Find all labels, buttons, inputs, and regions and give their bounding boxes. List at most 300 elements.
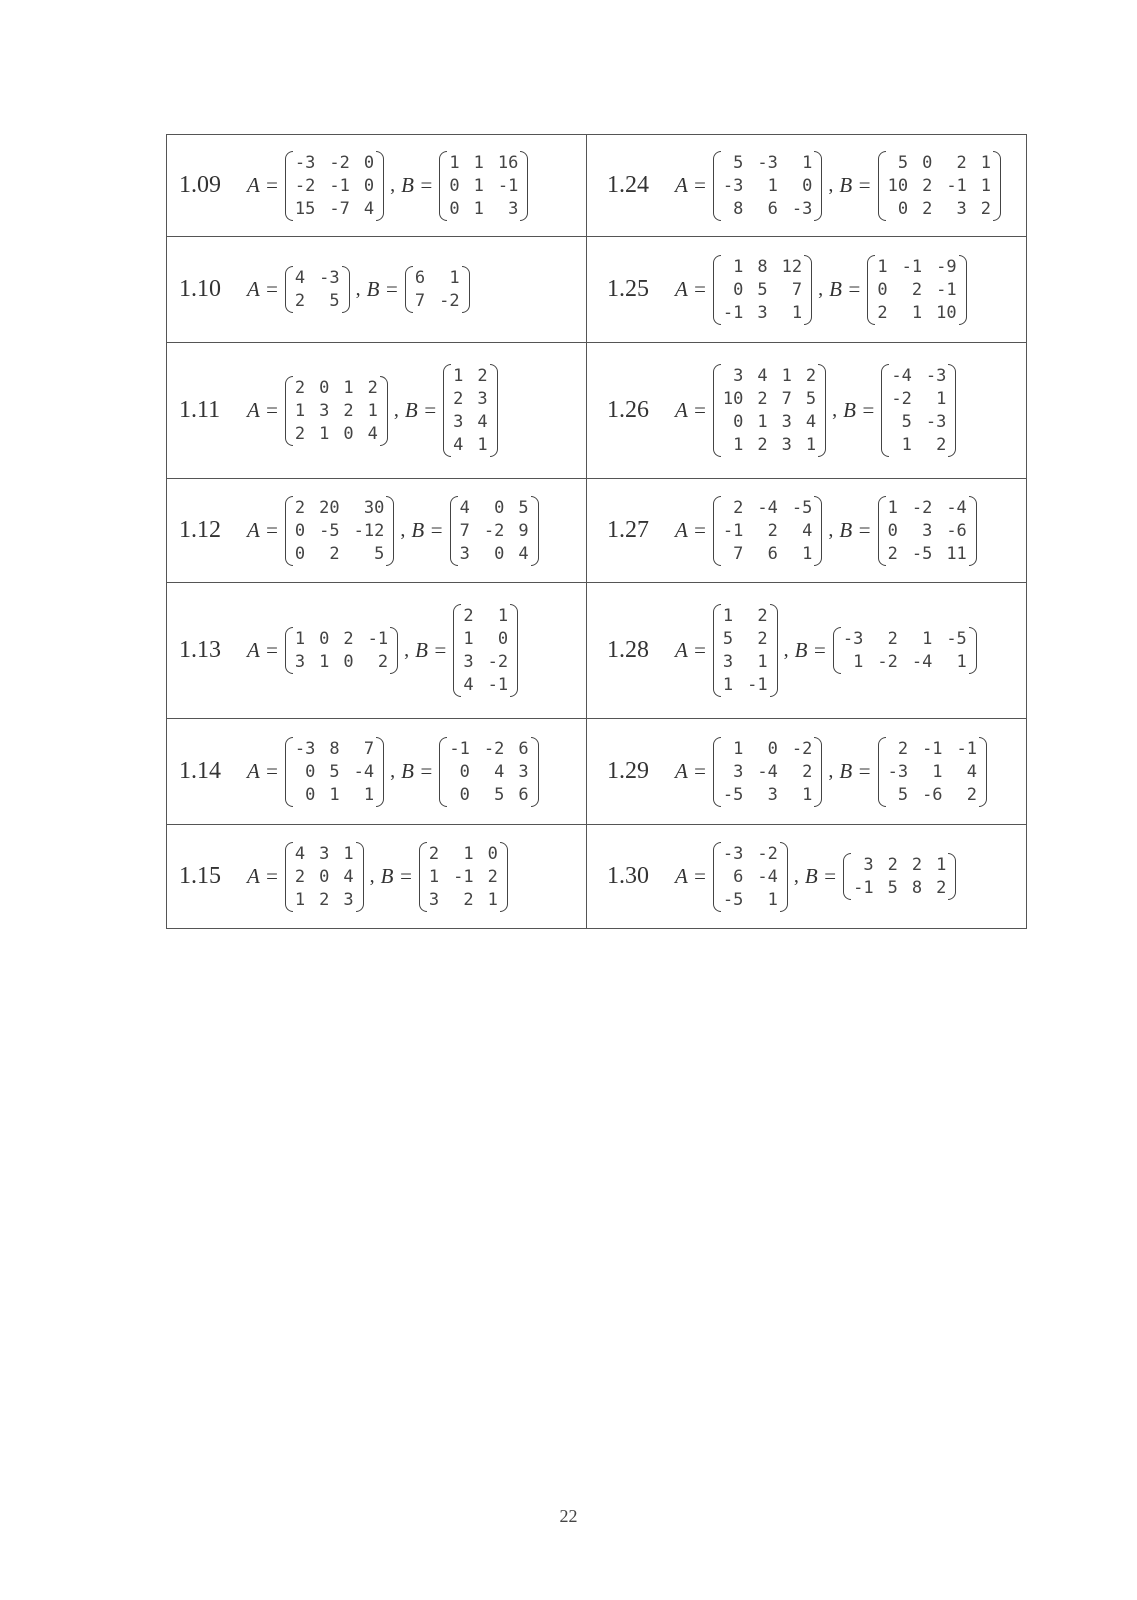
matrix-entry: -4	[757, 761, 778, 782]
problem-row	[167, 479, 1027, 583]
problem-cell	[167, 825, 587, 929]
matrix-entry: 2	[294, 291, 306, 311]
problem-content	[179, 496, 586, 566]
matrix-entry: 3	[757, 302, 768, 323]
problem-number: 1.12	[179, 517, 221, 543]
problem-cell	[167, 479, 587, 583]
matrix-entry: 1	[343, 377, 354, 398]
matrix-entry: 10	[887, 175, 909, 196]
matrix-a	[713, 496, 822, 566]
matrix-entry: 3	[733, 366, 744, 386]
matrix-entry: -1	[367, 629, 389, 649]
matrix-entry: 2	[922, 175, 933, 196]
problem-content	[607, 364, 1026, 457]
matrix-entry: -1	[453, 866, 474, 887]
matrix-entry: -4	[757, 497, 778, 518]
matrix-entry: 0	[305, 761, 316, 782]
matrix-entry: 1	[932, 761, 943, 782]
matrix-entry: 9	[518, 520, 529, 541]
matrix-entry: 1	[733, 738, 744, 759]
matrix-entry: -2	[911, 497, 933, 518]
matrix-entry: 2	[757, 629, 768, 649]
matrix-entry: -1	[329, 175, 350, 196]
problem-row	[167, 719, 1027, 825]
matrix-entry: 7	[414, 291, 426, 311]
separator: ,	[404, 639, 410, 661]
matrix-entry: 1	[922, 629, 933, 649]
matrix-entry: 2	[428, 843, 440, 864]
matrix-entry: -1	[853, 878, 874, 898]
matrix-entry: 1	[956, 652, 967, 672]
matrix-entry: 1	[463, 629, 474, 649]
matrix-entry: -4	[891, 366, 912, 386]
matrix-entry: -5	[911, 543, 933, 564]
matrix-entry: 10	[722, 389, 744, 409]
matrix-entry: 0	[494, 543, 505, 564]
problem-number: 1.25	[607, 276, 649, 302]
matrix-entry: 1	[294, 629, 306, 649]
matrix-entry: 2	[487, 866, 498, 887]
matrix-entry: -1	[946, 175, 967, 196]
matrix-entry: 2	[936, 435, 947, 455]
matrix-entry: 0	[449, 175, 460, 196]
matrix-entry: -6	[946, 520, 967, 541]
matrix-entry: 4	[757, 366, 768, 386]
matrix-b	[439, 151, 528, 221]
matrix-entry: -3	[887, 761, 909, 782]
matrix-entry: 3	[319, 843, 330, 864]
problem-row	[167, 237, 1027, 343]
matrix-entry: 2	[294, 866, 306, 887]
matrix-entry: 2	[922, 198, 933, 219]
problem-content	[607, 604, 1026, 697]
matrix-b	[878, 737, 987, 807]
matrix-entry: 3	[508, 198, 519, 219]
matrix-entry: -2	[294, 175, 316, 196]
matrix-entry: 2	[757, 435, 768, 455]
problem-content	[179, 842, 586, 912]
separator: ,	[832, 399, 838, 421]
matrix-a	[713, 364, 826, 457]
matrix-entry: 0	[363, 152, 375, 173]
matrix-entry: -3	[319, 268, 340, 288]
separator: ,	[393, 399, 399, 421]
matrix-entry: 0	[319, 629, 330, 649]
problem-row	[167, 583, 1027, 719]
separator: ,	[828, 760, 834, 782]
matrix-entry: 3	[956, 198, 967, 219]
separator: ,	[400, 519, 406, 541]
matrix-entry: 1	[733, 256, 744, 277]
problem-number: 1.29	[607, 758, 649, 784]
matrix-b	[843, 853, 956, 900]
matrix-entry: 2	[319, 889, 330, 910]
matrix-entry: -5	[722, 889, 744, 910]
problem-cell	[587, 135, 1027, 237]
matrix-entry: 3	[477, 389, 488, 409]
matrix-entry: 2	[966, 784, 978, 805]
matrix-b	[405, 266, 470, 313]
separator: ,	[390, 174, 396, 196]
matrix-b-label: B =	[411, 518, 444, 542]
problem-content	[607, 151, 1026, 221]
matrix-entry: 1	[428, 866, 440, 887]
matrix-a-label: A =	[247, 398, 279, 422]
matrix-entry: -1	[722, 520, 744, 541]
matrix-entry: -1	[936, 279, 957, 300]
problem-cell	[587, 719, 1027, 825]
matrix-entry: 0	[459, 784, 470, 805]
matrix-entry: 1	[901, 435, 912, 455]
matrix-entry: 5	[494, 784, 505, 805]
matrix-entry: 3	[428, 889, 440, 910]
matrix-entry: 0	[494, 497, 505, 518]
matrix-a-label: A =	[675, 759, 707, 783]
matrix-entry: 5	[329, 291, 340, 311]
matrix-a	[285, 737, 384, 807]
problem-content	[607, 737, 1026, 807]
matrix-b-label: B =	[839, 759, 872, 783]
matrix-entry: 4	[463, 675, 474, 695]
matrix-entry: 5	[901, 412, 912, 432]
matrix-entry: 2	[877, 302, 888, 323]
matrix-a	[713, 604, 778, 697]
matrix-entry: 4	[518, 543, 529, 564]
matrix-entry: -2	[891, 389, 912, 409]
matrix-entry: 4	[343, 866, 354, 887]
matrix-entry: 2	[367, 377, 378, 398]
matrix-entry: 2	[477, 366, 488, 386]
matrix-entry: 5	[733, 152, 744, 173]
matrix-entry: -4	[946, 497, 967, 518]
matrix-entry: 2	[757, 389, 768, 409]
problems-body	[167, 135, 1027, 929]
matrix-b	[439, 737, 538, 807]
matrix-entry: 1	[363, 784, 375, 805]
matrix-entry: 0	[733, 279, 744, 300]
matrix-b-label: B =	[366, 277, 399, 301]
matrix-b	[881, 364, 956, 457]
matrix-entry: -9	[936, 256, 957, 277]
matrix-entry: -2	[439, 291, 460, 311]
matrix-entry: 5	[887, 878, 898, 898]
matrix-a-label: A =	[675, 173, 707, 197]
problem-content	[607, 255, 1026, 325]
matrix-entry: 0	[733, 412, 744, 432]
matrix-entry: -3	[294, 738, 316, 759]
matrix-entry: 2	[294, 377, 306, 398]
matrix-entry: 0	[459, 761, 470, 782]
matrix-entry: 1	[733, 435, 744, 455]
matrix-a-label: A =	[675, 277, 707, 301]
matrix-entry: 2	[453, 389, 464, 409]
matrix-entry: -1	[722, 302, 744, 323]
matrix-entry: 3	[518, 761, 529, 782]
matrix-entry: 6	[767, 543, 778, 564]
problem-content	[179, 151, 586, 221]
separator: ,	[783, 639, 789, 661]
matrix-entry: 7	[781, 389, 792, 409]
matrix-entry: 5	[374, 543, 385, 564]
matrix-a	[713, 842, 788, 912]
matrix-entry: 1	[294, 889, 306, 910]
problem-row	[167, 343, 1027, 479]
matrix-entry: 1	[453, 366, 464, 386]
matrix-a-label: A =	[675, 864, 707, 888]
matrix-entry: 2	[980, 198, 992, 219]
matrix-entry: 0	[497, 629, 509, 649]
matrix-entry: -12	[353, 520, 385, 541]
problem-number: 1.24	[607, 172, 649, 198]
matrix-a-label: A =	[247, 864, 279, 888]
matrix-entry: -2	[483, 738, 505, 759]
matrix-entry: 7	[791, 279, 803, 300]
matrix-entry: -3	[757, 152, 778, 173]
matrix-entry: -3	[925, 412, 947, 432]
matrix-entry: 1	[473, 152, 484, 173]
matrix-entry: 0	[887, 520, 898, 541]
matrix-b	[443, 364, 498, 457]
problem-cell	[167, 237, 587, 343]
matrix-entry: 1	[757, 652, 768, 672]
matrix-b	[867, 255, 966, 325]
matrix-a-label: A =	[247, 277, 279, 301]
matrix-entry: 3	[733, 761, 744, 782]
matrix-entry: 1	[449, 152, 460, 173]
matrix-entry: 5	[805, 389, 817, 409]
matrix-entry: 16	[497, 152, 519, 173]
matrix-entry: -2	[487, 652, 509, 672]
matrix-entry: 2	[294, 423, 306, 444]
separator: ,	[355, 278, 361, 300]
problem-cell	[587, 825, 1027, 929]
matrix-entry: 6	[518, 738, 529, 759]
matrix-entry: 8	[911, 878, 923, 898]
separator: ,	[828, 174, 834, 196]
matrix-entry: 7	[363, 738, 375, 759]
matrix-entry: 3	[319, 400, 330, 421]
matrix-a	[285, 376, 388, 446]
matrix-a	[285, 627, 398, 674]
matrix-b-label: B =	[829, 277, 862, 301]
matrix-entry: -1	[901, 256, 923, 277]
matrix-entry: 4	[363, 198, 375, 219]
problem-number: 1.27	[607, 517, 649, 543]
matrix-entry: 5	[897, 152, 909, 173]
matrix-entry: 0	[343, 423, 354, 444]
matrix-a	[285, 842, 364, 912]
matrix-entry: 2	[294, 497, 306, 518]
matrix-entry: -3	[925, 366, 947, 386]
matrix-entry: -2	[483, 520, 505, 541]
matrix-entry: -4	[911, 652, 933, 672]
matrix-entry: 8	[757, 256, 768, 277]
problem-number: 1.28	[607, 637, 649, 663]
matrix-entry: 2	[887, 543, 898, 564]
matrix-entry: 2	[463, 606, 474, 626]
matrix-entry: 3	[922, 520, 933, 541]
separator: ,	[793, 865, 799, 887]
matrix-entry: -2	[877, 652, 898, 672]
matrix-entry: 8	[329, 738, 340, 759]
problem-row	[167, 135, 1027, 237]
matrix-entry: 1	[319, 652, 330, 672]
matrix-entry: -3	[722, 843, 744, 864]
matrix-entry: 1	[449, 268, 460, 288]
problem-number: 1.11	[179, 397, 221, 423]
problem-content	[179, 737, 586, 807]
problem-content	[607, 496, 1026, 566]
matrix-entry: -1	[449, 738, 470, 759]
matrix-entry: 5	[329, 761, 340, 782]
matrix-entry: 4	[294, 843, 306, 864]
matrix-entry: 3	[459, 543, 470, 564]
problem-cell	[167, 135, 587, 237]
matrix-entry: -1	[922, 738, 943, 759]
matrix-entry: 1	[853, 652, 864, 672]
matrix-b	[450, 496, 539, 566]
problem-number: 1.10	[179, 276, 221, 302]
matrix-entry: 6	[767, 198, 778, 219]
matrix-a	[285, 266, 350, 313]
matrix-entry: 0	[363, 175, 375, 196]
matrix-entry: 1	[781, 366, 792, 386]
matrix-entry: 4	[802, 520, 813, 541]
matrix-b	[878, 151, 1001, 221]
matrix-entry: 2	[767, 520, 778, 541]
matrix-entry: -7	[329, 198, 350, 219]
matrix-entry: 0	[897, 198, 909, 219]
matrix-entry: 1	[329, 784, 340, 805]
matrix-entry: 0	[294, 520, 306, 541]
matrix-entry: 7	[459, 520, 470, 541]
matrix-a-label: A =	[247, 518, 279, 542]
matrix-entry: 15	[294, 198, 316, 219]
matrix-entry: 1	[802, 543, 813, 564]
matrix-a-label: A =	[247, 173, 279, 197]
matrix-entry: -1	[747, 675, 768, 695]
matrix-entry: 6	[733, 866, 744, 887]
matrix-a	[713, 255, 812, 325]
matrix-entry: 0	[922, 152, 933, 173]
matrix-entry: 1	[722, 606, 734, 626]
matrix-entry: -3	[722, 175, 744, 196]
matrix-entry: 2	[377, 652, 389, 672]
problem-cell	[587, 237, 1027, 343]
matrix-entry: 3	[463, 652, 474, 672]
matrix-entry: 3	[722, 652, 734, 672]
matrix-b-label: B =	[839, 173, 872, 197]
matrix-entry: 2	[911, 855, 923, 875]
problem-content	[607, 842, 1026, 912]
matrix-b-label: B =	[401, 759, 434, 783]
matrix-entry: 5	[518, 497, 529, 518]
matrix-b-label: B =	[415, 638, 448, 662]
matrix-entry: -6	[922, 784, 943, 805]
matrix-entry: 2	[936, 878, 947, 898]
matrix-entry: 2	[343, 400, 354, 421]
matrix-entry: 4	[805, 412, 817, 432]
matrix-entry: 4	[367, 423, 378, 444]
matrix-entry: 0	[319, 866, 330, 887]
problem-number: 1.09	[179, 172, 221, 198]
matrix-entry: 0	[343, 652, 354, 672]
matrix-entry: 20	[319, 497, 340, 518]
problem-cell	[167, 583, 587, 719]
matrix-entry: -3	[791, 198, 813, 219]
matrix-entry: -5	[722, 784, 744, 805]
matrix-entry: 2	[897, 738, 909, 759]
matrix-entry: 6	[518, 784, 529, 805]
matrix-entry: 3	[294, 652, 306, 672]
matrix-entry: 5	[722, 629, 734, 649]
problem-number: 1.13	[179, 637, 221, 663]
problem-row	[167, 825, 1027, 929]
matrix-entry: 1	[936, 389, 947, 409]
matrix-b-label: B =	[404, 398, 438, 422]
matrix-entry: 2	[805, 366, 817, 386]
matrix-entry: -5	[946, 629, 967, 649]
problem-cell	[167, 343, 587, 479]
problem-cell	[587, 479, 1027, 583]
matrix-entry: 6	[414, 268, 426, 288]
matrix-entry: 5	[897, 784, 909, 805]
matrix-entry: 2	[343, 629, 354, 649]
matrix-entry: -1	[956, 738, 978, 759]
matrix-entry: 1	[487, 889, 498, 910]
problem-cell	[587, 343, 1027, 479]
matrix-entry: 3	[343, 889, 354, 910]
matrix-entry: 1	[887, 497, 898, 518]
matrix-entry: 1	[911, 302, 923, 323]
problem-number: 1.15	[179, 863, 221, 889]
separator: ,	[369, 865, 375, 887]
matrix-entry: -5	[319, 520, 340, 541]
matrix-entry: 0	[767, 738, 778, 759]
separator: ,	[390, 760, 396, 782]
matrix-b-label: B =	[804, 864, 838, 888]
matrix-a-label: A =	[247, 759, 279, 783]
matrix-entry: 4	[453, 435, 464, 455]
separator: ,	[818, 278, 824, 300]
matrix-a-label: A =	[675, 638, 707, 662]
matrix-entry: 1	[791, 302, 803, 323]
matrix-b-label: B =	[380, 864, 413, 888]
matrix-entry: 3	[767, 784, 778, 805]
matrix-entry: -5	[791, 497, 813, 518]
matrix-entry: 0	[319, 377, 330, 398]
matrix-entry: 1	[722, 675, 734, 695]
matrix-entry: 4	[294, 268, 306, 288]
matrix-entry: 11	[946, 543, 967, 564]
matrix-entry: 4	[459, 497, 470, 518]
matrix-entry: 1	[980, 152, 992, 173]
matrix-entry: 1	[767, 889, 778, 910]
matrix-entry: 3	[781, 435, 792, 455]
matrix-entry: 1	[367, 400, 378, 421]
matrix-entry: 0	[294, 543, 306, 564]
matrix-entry: 2	[911, 279, 923, 300]
problem-cell	[587, 583, 1027, 719]
matrix-entry: 4	[966, 761, 978, 782]
matrix-entry: -1	[497, 175, 519, 196]
separator: ,	[828, 519, 834, 541]
matrix-entry: 7	[733, 543, 744, 564]
matrix-entry: 4	[494, 761, 505, 782]
matrix-b	[453, 604, 518, 697]
matrix-entry: 0	[802, 175, 813, 196]
matrix-b-label: B =	[401, 173, 434, 197]
